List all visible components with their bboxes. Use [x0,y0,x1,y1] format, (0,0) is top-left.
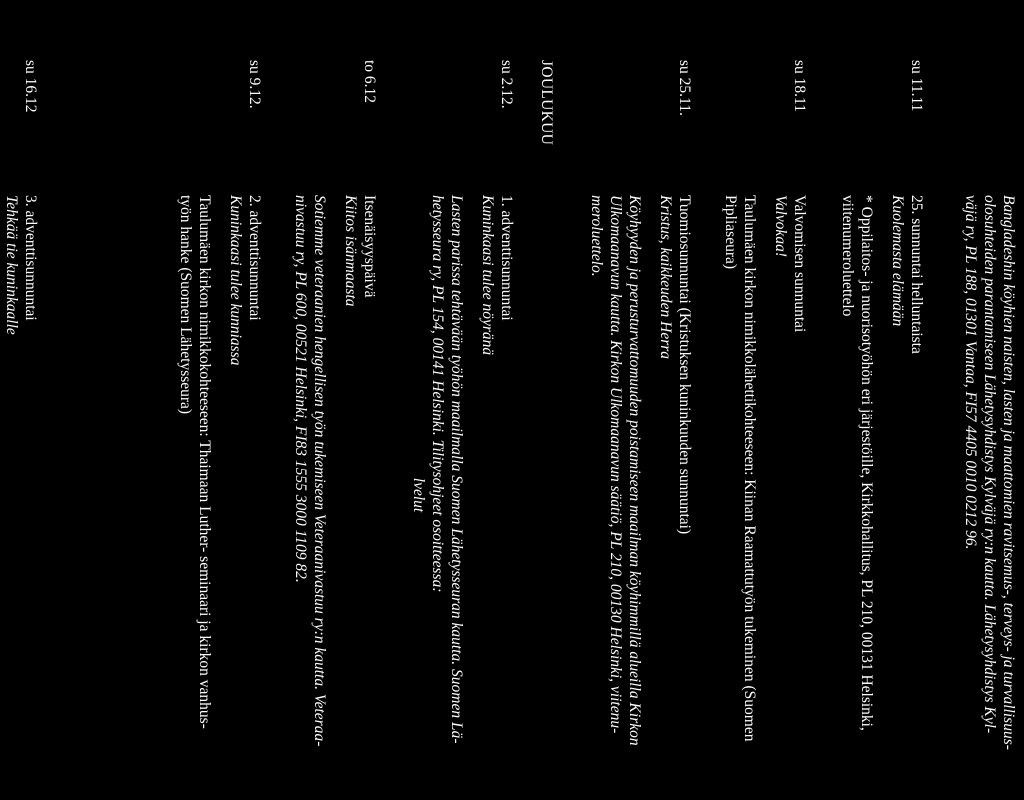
entry-date: su 16.12 [22,60,39,113]
entry-body-line: Ulkomaanavun kautta. Kirkon Ulkomaanavun säätiö, PL 210, 00130 Helsinki, viitenu- [607,195,624,734]
entry-body-line: Köyhyyden ja perusturvattomuuden poistamiseen maailman köyhimmillä alueilla Kirkon [626,195,643,746]
entry-body-line: Taulumäen kirkon nimikkokohteeseen: Thaimaan Luther- seminaari ja kirkon vanhus- [196,195,213,729]
entry-body-line: meroluettelo. [588,195,605,277]
entry-theme: Tehkää tie kuninkaalle [3,195,20,335]
entry-body-line: hetysseura ry, PL 154, 00141 Helsinki. Tilitysohjeet osoitteessa: [429,195,446,593]
entry-theme: Kiitos isänmaasta [342,195,359,307]
entry-theme: Kuninkaasi tulee nöyränä [479,195,496,356]
entry-theme: Kuolemasta elämään [889,195,906,327]
entry-title: 2. adventtisunnuntai [246,195,263,321]
entry-date: su 25.11. [676,60,693,116]
entry-body-line: työn hanke (Suomen Lähetysseura) [177,195,194,415]
entry-body-line: Pipliaseura) [722,195,739,270]
intro-line: olosuhteiden parantamiseen Lähetysyhdistys Kylväjä ry:n kautta. Lähetysyhdistys Kyl- [981,195,998,734]
entry-body-line: Taulumäen kirkon nimikkolähettikohteeseen: Kiinan Raamattutyön tukeminen (Suomen [741,195,758,742]
month-heading: JOULUKUU [538,60,555,146]
entry-date: su 11.11 [908,60,925,112]
entry-body-line: Lasten parissa tehtävään työhön maailmalla Suomen Lähetysseuran kautta. Suomen Lä- [448,195,465,744]
entry-body-line: nivastuu ry, PL 600, 00521 Helsinki, FI83 1555 3000 1109 82. [292,195,309,583]
intro-line: Bangladeshin köyhien naisten, lasten ja maattomien ravitsemus-, terveys- ja turvallisuus- [1000,195,1017,750]
entry-theme: Kristus, kaikkeuden Herra [657,195,674,360]
entry-date: su 2.12. [498,60,515,109]
entry-body-line: lvelut [410,477,427,513]
entry-body-line: * Oppilaitos- ja nuorisotyöhön eri järjestöille, Kirkkohallitus, PL 210, 00131 Helsinki, [858,195,875,731]
entry-title: 1. adventtisunnuntai [498,195,515,321]
entry-date: to 6.12 [361,60,378,104]
entry-theme: Kuninkaasi tulee kunniassa [227,195,244,366]
entry-date: su 9.12. [246,60,263,109]
entry-date: su 18.11 [791,60,808,112]
entry-title: Itsenäisyyspäivä [361,195,378,298]
entry-theme: Valvokaa! [772,195,789,257]
entry-title: 25. sunnuntai helluntaista [908,195,925,354]
entry-body-line: viitenumeroluettelo [839,195,856,317]
entry-title: Tuomiosunnuntai (Kristuksen kuninkuuden sunnuntai) [676,195,693,535]
entry-body-line: Sotiemme veteraanien hengellisen työn tukemiseen Veteraanivastuu ry:n kautta. Veteraa- [311,195,328,747]
entry-title: Valvomisen sunnuntai [791,195,808,333]
intro-line: väjä ry, PL 188, 01301 Vantaa, FI57 4405 0010 0212 96. [962,195,979,550]
entry-title: 3. adventtisunnuntai [22,195,39,321]
